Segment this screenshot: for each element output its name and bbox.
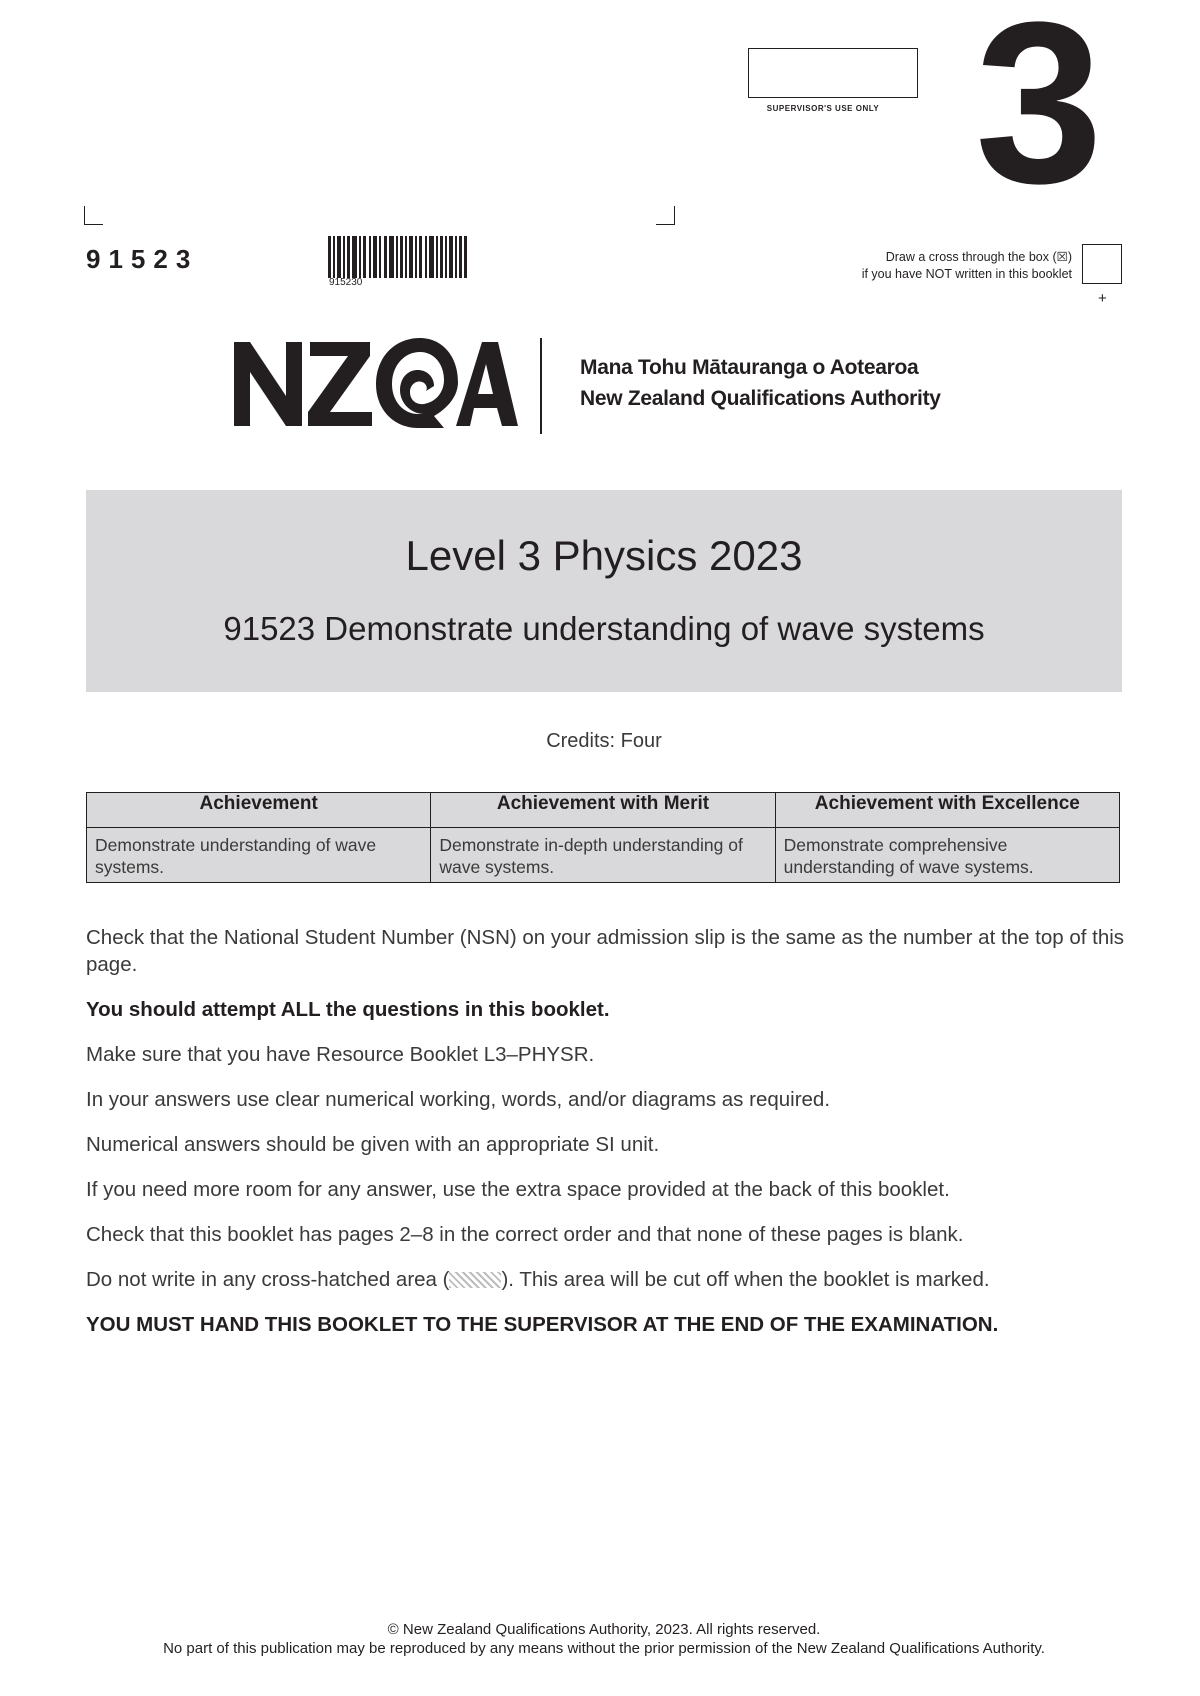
level-number: 3 [975, 0, 1097, 231]
instructions [86, 924, 1126, 1356]
instruction-pages-check: Check that this booklet has pages 2–8 in the correct order and that none of these pages is blank. [86, 1223, 964, 1246]
cross-instruction-line2: if you have NOT written in this booklet [861, 267, 1072, 281]
instruction-working: In your answers use clear numerical working, words, and/or diagrams as required. [86, 1088, 831, 1111]
hatched-text-before: Do not write in any cross-hatched area ( [86, 1268, 450, 1291]
instruction-si-units: Numerical answers should be given with an appropriate SI unit. [86, 1133, 660, 1156]
instruction-resource-booklet: Make sure that you have Resource Booklet L3–PHYSR. [86, 1043, 595, 1066]
cross-instruction [790, 249, 1072, 283]
hatched-text-after: ). This area will be cut off when the booklet is marked. [501, 1268, 990, 1291]
nzqa-logo [234, 336, 518, 430]
credits: Credits: Four [546, 730, 662, 752]
header-excellence: Achievement with Excellence [775, 793, 1119, 828]
header-achievement: Achievement [87, 793, 431, 828]
title-band [86, 490, 1122, 692]
supervisor-use-box[interactable] [748, 48, 918, 98]
instruction-nsn-check: Check that the National Student Number (NSN) on your admission slip is the same as the number at the top of this page. [86, 926, 1125, 976]
authority-name-maori: Mana Tohu Mātauranga o Aotearoa [580, 356, 919, 379]
copyright-line2: No part of this publication may be reproduced by any means without the prior permission of the New Zealand Qualifications Authority. [163, 1640, 1045, 1657]
logo-divider [540, 338, 542, 434]
exam-title: Level 3 Physics 2023 [405, 532, 803, 579]
standard-title: 91523 Demonstrate understanding of wave systems [223, 610, 985, 647]
instruction-extra-space: If you need more room for any answer, use the extra space provided at the back of this booklet. [86, 1178, 950, 1201]
barcode-icon [328, 236, 468, 278]
cell-merit: Demonstrate in-depth understanding of wave systems. [431, 828, 775, 883]
crop-mark-right [656, 206, 675, 225]
instruction-attempt-all: You should attempt ALL the questions in this booklet. [86, 998, 610, 1021]
instruction-hatched-area [86, 1266, 1126, 1293]
table-header-row [87, 793, 1120, 828]
copyright-notice [86, 1620, 1122, 1658]
cell-excellence: Demonstrate comprehensive understanding of wave systems. [775, 828, 1119, 883]
not-written-checkbox[interactable] [1082, 244, 1122, 284]
barcode-number: 915230 [329, 277, 363, 288]
authority-name-english: New Zealand Qualifications Authority [580, 387, 941, 410]
cross-instruction-line1: Draw a cross through the box (☒) [885, 250, 1072, 264]
copyright-line1: © New Zealand Qualifications Authority, 2023. All rights reserved. [387, 1621, 821, 1638]
standard-code: 91523 [86, 244, 199, 274]
instruction-hand-in: YOU MUST HAND THIS BOOKLET TO THE SUPERVISOR AT THE END OF THE EXAMINATION. [86, 1313, 999, 1336]
achievement-criteria-table [86, 792, 1120, 883]
registration-plus-mark: + [1098, 290, 1107, 307]
table-row [87, 828, 1120, 883]
cell-achievement: Demonstrate understanding of wave systems. [87, 828, 431, 883]
crop-mark-left [84, 206, 103, 225]
hatch-sample-icon [449, 1272, 501, 1288]
supervisor-label: SUPERVISOR'S USE ONLY [766, 104, 880, 113]
header-merit: Achievement with Merit [431, 793, 775, 828]
